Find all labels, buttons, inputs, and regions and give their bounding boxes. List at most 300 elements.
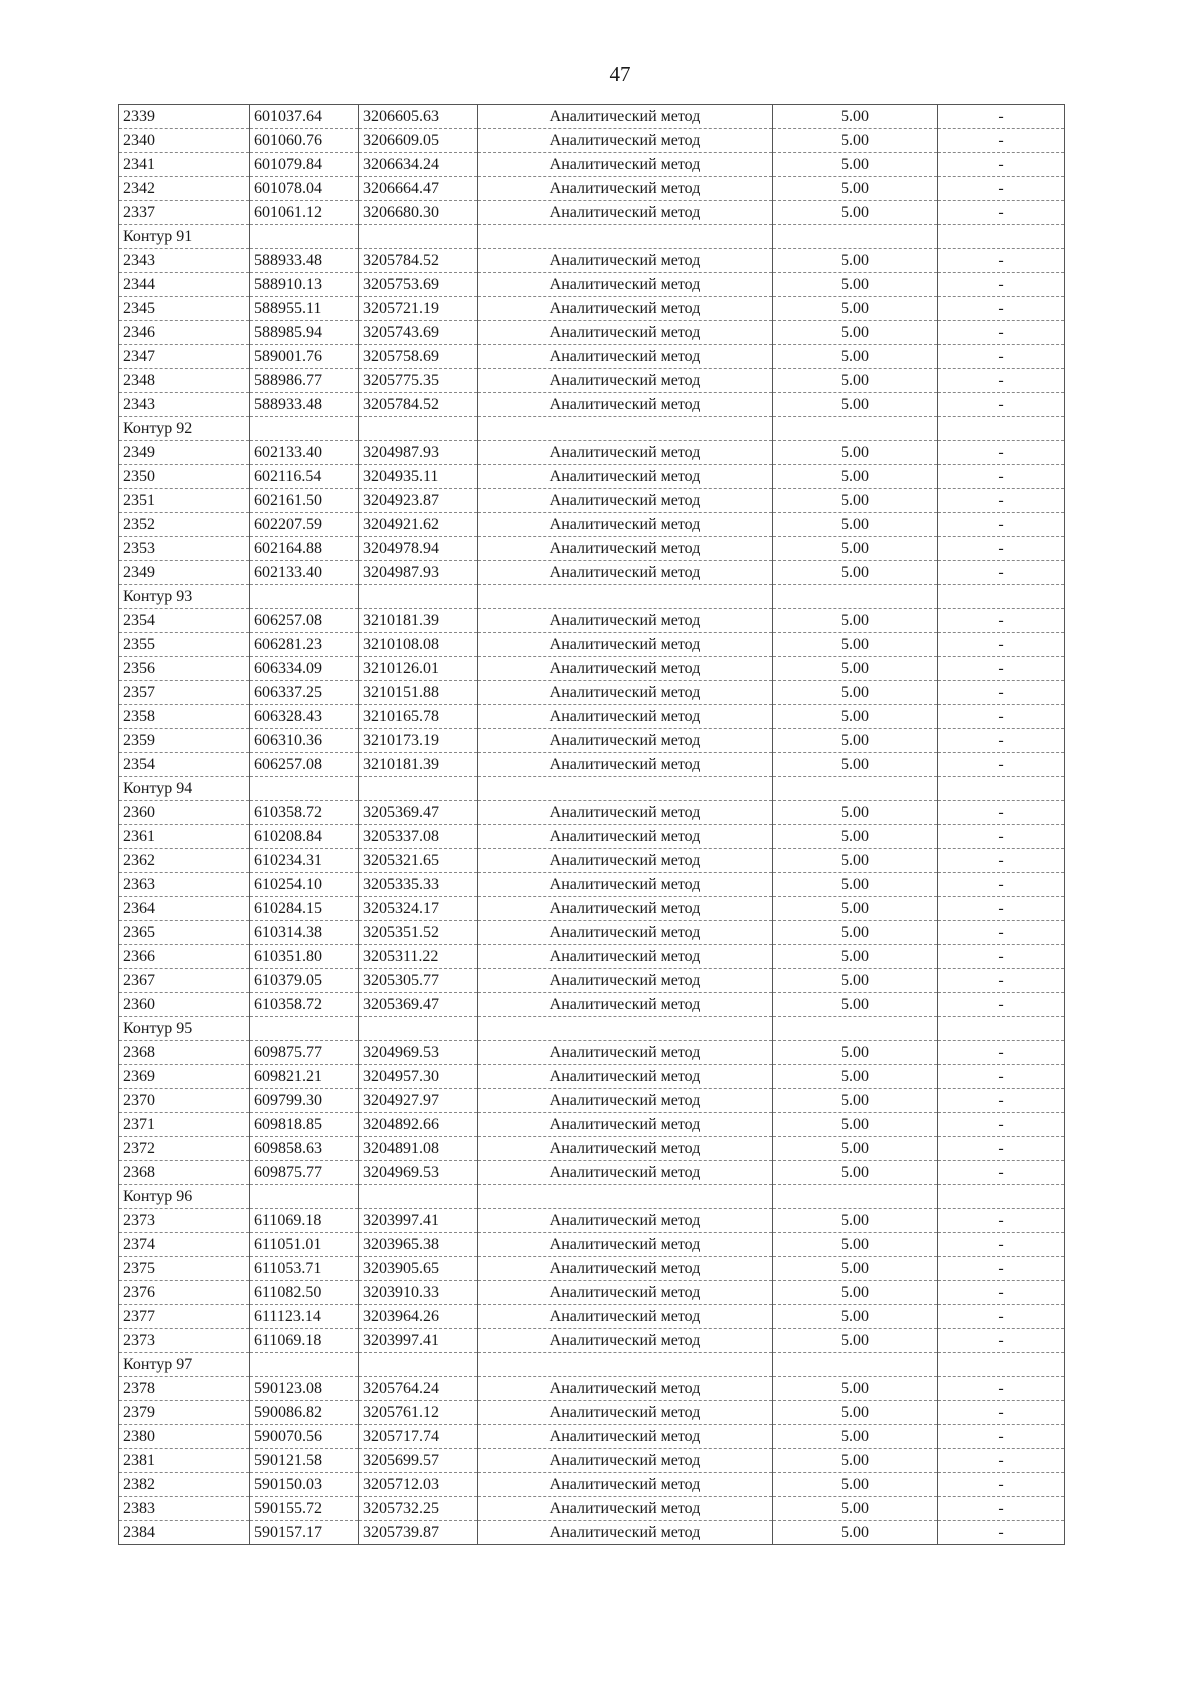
point-number: 2361 xyxy=(119,825,250,849)
accuracy-cell: 5.00 xyxy=(773,1161,938,1185)
point-number: 2372 xyxy=(119,1137,250,1161)
point-number: 2364 xyxy=(119,897,250,921)
coordinate-y: 3204927.97 xyxy=(359,1089,478,1113)
method-cell: Аналитический метод xyxy=(478,129,773,153)
accuracy-cell: 5.00 xyxy=(773,537,938,561)
table-row xyxy=(119,969,1065,993)
contour-header-row xyxy=(119,225,1065,249)
table-row xyxy=(119,729,1065,753)
coordinate-x: 602133.40 xyxy=(250,561,359,585)
note-cell: - xyxy=(938,489,1065,513)
table-row xyxy=(119,297,1065,321)
point-number: 2371 xyxy=(119,1113,250,1137)
empty-cell xyxy=(359,585,478,609)
coordinate-x: 610358.72 xyxy=(250,993,359,1017)
method-cell: Аналитический метод xyxy=(478,273,773,297)
empty-cell xyxy=(478,585,773,609)
coordinate-y: 3210108.08 xyxy=(359,633,478,657)
table-row xyxy=(119,105,1065,129)
method-cell: Аналитический метод xyxy=(478,825,773,849)
table-row xyxy=(119,1521,1065,1545)
table-row xyxy=(119,537,1065,561)
table-row xyxy=(119,273,1065,297)
coordinate-y: 3205351.52 xyxy=(359,921,478,945)
note-cell: - xyxy=(938,1065,1065,1089)
method-cell: Аналитический метод xyxy=(478,1257,773,1281)
coordinate-x: 590157.17 xyxy=(250,1521,359,1545)
coordinate-y: 3205743.69 xyxy=(359,321,478,345)
point-number: 2352 xyxy=(119,513,250,537)
table-row xyxy=(119,1425,1065,1449)
contour-header-row xyxy=(119,1353,1065,1377)
note-cell: - xyxy=(938,1473,1065,1497)
point-number: 2365 xyxy=(119,921,250,945)
coordinate-x: 601037.64 xyxy=(250,105,359,129)
method-cell: Аналитический метод xyxy=(478,345,773,369)
table-row xyxy=(119,825,1065,849)
coordinate-y: 3210151.88 xyxy=(359,681,478,705)
coordinate-x: 588933.48 xyxy=(250,249,359,273)
coordinate-y: 3205732.25 xyxy=(359,1497,478,1521)
method-cell: Аналитический метод xyxy=(478,1065,773,1089)
point-number: 2381 xyxy=(119,1449,250,1473)
table-row xyxy=(119,609,1065,633)
coordinate-y: 3205321.65 xyxy=(359,849,478,873)
point-number: 2368 xyxy=(119,1161,250,1185)
coordinate-y: 3203964.26 xyxy=(359,1305,478,1329)
empty-cell xyxy=(773,1353,938,1377)
method-cell: Аналитический метод xyxy=(478,1089,773,1113)
point-number: 2351 xyxy=(119,489,250,513)
table-row xyxy=(119,321,1065,345)
coordinate-x: 606334.09 xyxy=(250,657,359,681)
table-row xyxy=(119,1257,1065,1281)
point-number: 2376 xyxy=(119,1281,250,1305)
coordinate-x: 611053.71 xyxy=(250,1257,359,1281)
coordinate-y: 3203905.65 xyxy=(359,1257,478,1281)
coordinate-y: 3204935.11 xyxy=(359,465,478,489)
coordinate-x: 611082.50 xyxy=(250,1281,359,1305)
coordinate-y: 3206605.63 xyxy=(359,105,478,129)
coordinate-y: 3205764.24 xyxy=(359,1377,478,1401)
method-cell: Аналитический метод xyxy=(478,1161,773,1185)
note-cell: - xyxy=(938,129,1065,153)
note-cell: - xyxy=(938,321,1065,345)
note-cell: - xyxy=(938,1521,1065,1545)
accuracy-cell: 5.00 xyxy=(773,1089,938,1113)
point-number: 2346 xyxy=(119,321,250,345)
point-number: 2384 xyxy=(119,1521,250,1545)
coordinate-x: 610254.10 xyxy=(250,873,359,897)
accuracy-cell: 5.00 xyxy=(773,441,938,465)
coordinate-y: 3205699.57 xyxy=(359,1449,478,1473)
method-cell: Аналитический метод xyxy=(478,297,773,321)
empty-cell xyxy=(359,1017,478,1041)
method-cell: Аналитический метод xyxy=(478,1041,773,1065)
table-row xyxy=(119,129,1065,153)
point-number: 2374 xyxy=(119,1233,250,1257)
empty-cell xyxy=(478,1017,773,1041)
coordinate-y: 3205311.22 xyxy=(359,945,478,969)
point-number: 2367 xyxy=(119,969,250,993)
table-row xyxy=(119,177,1065,201)
coordinate-x: 590086.82 xyxy=(250,1401,359,1425)
coordinate-y: 3206609.05 xyxy=(359,129,478,153)
table-row xyxy=(119,801,1065,825)
empty-cell xyxy=(359,417,478,441)
note-cell: - xyxy=(938,177,1065,201)
table-row xyxy=(119,633,1065,657)
note-cell: - xyxy=(938,273,1065,297)
accuracy-cell: 5.00 xyxy=(773,129,938,153)
table-row xyxy=(119,753,1065,777)
coordinate-x: 606281.23 xyxy=(250,633,359,657)
accuracy-cell: 5.00 xyxy=(773,897,938,921)
table-row xyxy=(119,873,1065,897)
point-number: 2343 xyxy=(119,393,250,417)
coordinate-x: 610208.84 xyxy=(250,825,359,849)
empty-cell xyxy=(250,1353,359,1377)
table-row xyxy=(119,993,1065,1017)
contour-header-row xyxy=(119,585,1065,609)
empty-cell xyxy=(773,225,938,249)
point-number: 2342 xyxy=(119,177,250,201)
method-cell: Аналитический метод xyxy=(478,393,773,417)
note-cell: - xyxy=(938,873,1065,897)
coordinate-y: 3204987.93 xyxy=(359,561,478,585)
contour-label: Контур 97 xyxy=(119,1353,250,1377)
note-cell: - xyxy=(938,1113,1065,1137)
accuracy-cell: 5.00 xyxy=(773,1113,938,1137)
method-cell: Аналитический метод xyxy=(478,513,773,537)
coordinate-y: 3210126.01 xyxy=(359,657,478,681)
point-number: 2366 xyxy=(119,945,250,969)
accuracy-cell: 5.00 xyxy=(773,705,938,729)
empty-cell xyxy=(773,585,938,609)
note-cell: - xyxy=(938,921,1065,945)
point-number: 2343 xyxy=(119,249,250,273)
accuracy-cell: 5.00 xyxy=(773,1329,938,1353)
note-cell: - xyxy=(938,945,1065,969)
method-cell: Аналитический метод xyxy=(478,1497,773,1521)
note-cell: - xyxy=(938,465,1065,489)
accuracy-cell: 5.00 xyxy=(773,105,938,129)
coordinate-x: 609821.21 xyxy=(250,1065,359,1089)
point-number: 2377 xyxy=(119,1305,250,1329)
coordinate-y: 3205369.47 xyxy=(359,801,478,825)
table-row xyxy=(119,465,1065,489)
coordinate-x: 602133.40 xyxy=(250,441,359,465)
table-row xyxy=(119,1329,1065,1353)
accuracy-cell: 5.00 xyxy=(773,273,938,297)
coordinate-x: 611051.01 xyxy=(250,1233,359,1257)
accuracy-cell: 5.00 xyxy=(773,633,938,657)
note-cell: - xyxy=(938,345,1065,369)
coordinate-x: 606328.43 xyxy=(250,705,359,729)
coordinate-y: 3204921.62 xyxy=(359,513,478,537)
note-cell: - xyxy=(938,513,1065,537)
empty-cell xyxy=(938,585,1065,609)
note-cell: - xyxy=(938,1233,1065,1257)
method-cell: Аналитический метод xyxy=(478,369,773,393)
method-cell: Аналитический метод xyxy=(478,489,773,513)
note-cell: - xyxy=(938,105,1065,129)
point-number: 2358 xyxy=(119,705,250,729)
table-row xyxy=(119,249,1065,273)
empty-cell xyxy=(938,1353,1065,1377)
coordinate-y: 3204969.53 xyxy=(359,1041,478,1065)
coordinate-y: 3204987.93 xyxy=(359,441,478,465)
contour-header-row xyxy=(119,777,1065,801)
method-cell: Аналитический метод xyxy=(478,849,773,873)
coordinate-y: 3205712.03 xyxy=(359,1473,478,1497)
point-number: 2373 xyxy=(119,1209,250,1233)
coordinate-x: 606257.08 xyxy=(250,753,359,777)
coordinate-x: 601079.84 xyxy=(250,153,359,177)
note-cell: - xyxy=(938,1041,1065,1065)
empty-cell xyxy=(359,225,478,249)
coordinate-x: 606337.25 xyxy=(250,681,359,705)
accuracy-cell: 5.00 xyxy=(773,393,938,417)
table-row xyxy=(119,897,1065,921)
accuracy-cell: 5.00 xyxy=(773,177,938,201)
coordinate-x: 601078.04 xyxy=(250,177,359,201)
point-number: 2375 xyxy=(119,1257,250,1281)
point-number: 2360 xyxy=(119,993,250,1017)
point-number: 2357 xyxy=(119,681,250,705)
table-row xyxy=(119,1401,1065,1425)
coordinate-y: 3203910.33 xyxy=(359,1281,478,1305)
method-cell: Аналитический метод xyxy=(478,1233,773,1257)
table-row xyxy=(119,489,1065,513)
coordinate-x: 590150.03 xyxy=(250,1473,359,1497)
coordinate-x: 609875.77 xyxy=(250,1161,359,1185)
note-cell: - xyxy=(938,369,1065,393)
note-cell: - xyxy=(938,1137,1065,1161)
note-cell: - xyxy=(938,633,1065,657)
coordinate-y: 3205784.52 xyxy=(359,393,478,417)
method-cell: Аналитический метод xyxy=(478,1281,773,1305)
method-cell: Аналитический метод xyxy=(478,153,773,177)
note-cell: - xyxy=(938,1089,1065,1113)
note-cell: - xyxy=(938,609,1065,633)
point-number: 2370 xyxy=(119,1089,250,1113)
accuracy-cell: 5.00 xyxy=(773,1425,938,1449)
accuracy-cell: 5.00 xyxy=(773,561,938,585)
table-row xyxy=(119,705,1065,729)
coordinate-y: 3205775.35 xyxy=(359,369,478,393)
accuracy-cell: 5.00 xyxy=(773,345,938,369)
coordinate-y: 3205337.08 xyxy=(359,825,478,849)
coordinate-x: 588933.48 xyxy=(250,393,359,417)
table-row xyxy=(119,1305,1065,1329)
note-cell: - xyxy=(938,1305,1065,1329)
note-cell: - xyxy=(938,657,1065,681)
empty-cell xyxy=(250,417,359,441)
point-number: 2363 xyxy=(119,873,250,897)
coordinate-x: 610284.15 xyxy=(250,897,359,921)
coordinate-y: 3210181.39 xyxy=(359,609,478,633)
empty-cell xyxy=(250,225,359,249)
empty-cell xyxy=(773,417,938,441)
contour-label: Контур 94 xyxy=(119,777,250,801)
coordinate-y: 3203965.38 xyxy=(359,1233,478,1257)
table-row xyxy=(119,513,1065,537)
note-cell: - xyxy=(938,1401,1065,1425)
coordinate-x: 610314.38 xyxy=(250,921,359,945)
accuracy-cell: 5.00 xyxy=(773,945,938,969)
method-cell: Аналитический метод xyxy=(478,561,773,585)
coordinate-y: 3205305.77 xyxy=(359,969,478,993)
method-cell: Аналитический метод xyxy=(478,441,773,465)
coordinate-y: 3206634.24 xyxy=(359,153,478,177)
accuracy-cell: 5.00 xyxy=(773,993,938,1017)
coordinate-y: 3206680.30 xyxy=(359,201,478,225)
note-cell: - xyxy=(938,849,1065,873)
empty-cell xyxy=(478,1185,773,1209)
coordinate-y: 3210165.78 xyxy=(359,705,478,729)
method-cell: Аналитический метод xyxy=(478,1113,773,1137)
note-cell: - xyxy=(938,1281,1065,1305)
method-cell: Аналитический метод xyxy=(478,105,773,129)
point-number: 2379 xyxy=(119,1401,250,1425)
accuracy-cell: 5.00 xyxy=(773,609,938,633)
point-number: 2383 xyxy=(119,1497,250,1521)
accuracy-cell: 5.00 xyxy=(773,1065,938,1089)
accuracy-cell: 5.00 xyxy=(773,1497,938,1521)
method-cell: Аналитический метод xyxy=(478,1209,773,1233)
accuracy-cell: 5.00 xyxy=(773,921,938,945)
empty-cell xyxy=(359,1185,478,1209)
accuracy-cell: 5.00 xyxy=(773,657,938,681)
table-row xyxy=(119,1233,1065,1257)
accuracy-cell: 5.00 xyxy=(773,1209,938,1233)
coordinate-y: 3205753.69 xyxy=(359,273,478,297)
coordinate-y: 3210173.19 xyxy=(359,729,478,753)
method-cell: Аналитический метод xyxy=(478,681,773,705)
empty-cell xyxy=(938,1017,1065,1041)
point-number: 2337 xyxy=(119,201,250,225)
point-number: 2368 xyxy=(119,1041,250,1065)
note-cell: - xyxy=(938,441,1065,465)
method-cell: Аналитический метод xyxy=(478,1449,773,1473)
point-number: 2340 xyxy=(119,129,250,153)
note-cell: - xyxy=(938,561,1065,585)
method-cell: Аналитический метод xyxy=(478,801,773,825)
coordinate-y: 3205758.69 xyxy=(359,345,478,369)
method-cell: Аналитический метод xyxy=(478,1329,773,1353)
point-number: 2373 xyxy=(119,1329,250,1353)
accuracy-cell: 5.00 xyxy=(773,1449,938,1473)
point-number: 2382 xyxy=(119,1473,250,1497)
contour-header-row xyxy=(119,1017,1065,1041)
table-row xyxy=(119,393,1065,417)
accuracy-cell: 5.00 xyxy=(773,201,938,225)
coordinate-x: 602161.50 xyxy=(250,489,359,513)
method-cell: Аналитический метод xyxy=(478,1377,773,1401)
accuracy-cell: 5.00 xyxy=(773,1401,938,1425)
coordinate-y: 3204969.53 xyxy=(359,1161,478,1185)
empty-cell xyxy=(773,1017,938,1041)
note-cell: - xyxy=(938,801,1065,825)
accuracy-cell: 5.00 xyxy=(773,1521,938,1545)
method-cell: Аналитический метод xyxy=(478,897,773,921)
accuracy-cell: 5.00 xyxy=(773,1473,938,1497)
accuracy-cell: 5.00 xyxy=(773,1281,938,1305)
note-cell: - xyxy=(938,1425,1065,1449)
point-number: 2341 xyxy=(119,153,250,177)
accuracy-cell: 5.00 xyxy=(773,249,938,273)
coordinate-x: 590123.08 xyxy=(250,1377,359,1401)
point-number: 2348 xyxy=(119,369,250,393)
contour-label: Контур 92 xyxy=(119,417,250,441)
contour-label: Контур 95 xyxy=(119,1017,250,1041)
method-cell: Аналитический метод xyxy=(478,1401,773,1425)
table-row xyxy=(119,1473,1065,1497)
note-cell: - xyxy=(938,1257,1065,1281)
point-number: 2350 xyxy=(119,465,250,489)
coordinate-x: 609858.63 xyxy=(250,1137,359,1161)
table-row xyxy=(119,1137,1065,1161)
coordinate-x: 609799.30 xyxy=(250,1089,359,1113)
coordinate-y: 3205369.47 xyxy=(359,993,478,1017)
coordinate-y: 3206664.47 xyxy=(359,177,478,201)
note-cell: - xyxy=(938,1497,1065,1521)
coordinate-x: 611069.18 xyxy=(250,1209,359,1233)
point-number: 2349 xyxy=(119,561,250,585)
note-cell: - xyxy=(938,1329,1065,1353)
coordinate-x: 602164.88 xyxy=(250,537,359,561)
empty-cell xyxy=(478,1353,773,1377)
accuracy-cell: 5.00 xyxy=(773,825,938,849)
table-row xyxy=(119,1209,1065,1233)
coordinate-x: 588910.13 xyxy=(250,273,359,297)
empty-cell xyxy=(250,1017,359,1041)
point-number: 2369 xyxy=(119,1065,250,1089)
method-cell: Аналитический метод xyxy=(478,657,773,681)
note-cell: - xyxy=(938,1377,1065,1401)
point-number: 2356 xyxy=(119,657,250,681)
note-cell: - xyxy=(938,825,1065,849)
method-cell: Аналитический метод xyxy=(478,177,773,201)
note-cell: - xyxy=(938,1209,1065,1233)
point-number: 2360 xyxy=(119,801,250,825)
coordinate-x: 611123.14 xyxy=(250,1305,359,1329)
coordinate-x: 602116.54 xyxy=(250,465,359,489)
note-cell: - xyxy=(938,153,1065,177)
empty-cell xyxy=(773,1185,938,1209)
coordinate-x: 609818.85 xyxy=(250,1113,359,1137)
accuracy-cell: 5.00 xyxy=(773,153,938,177)
coordinate-x: 590070.56 xyxy=(250,1425,359,1449)
table-row xyxy=(119,657,1065,681)
accuracy-cell: 5.00 xyxy=(773,873,938,897)
coordinate-y: 3205761.12 xyxy=(359,1401,478,1425)
point-number: 2359 xyxy=(119,729,250,753)
method-cell: Аналитический метод xyxy=(478,945,773,969)
method-cell: Аналитический метод xyxy=(478,201,773,225)
note-cell: - xyxy=(938,705,1065,729)
point-number: 2347 xyxy=(119,345,250,369)
coordinate-y: 3204892.66 xyxy=(359,1113,478,1137)
coordinate-y: 3205335.33 xyxy=(359,873,478,897)
table-row xyxy=(119,1161,1065,1185)
point-number: 2345 xyxy=(119,297,250,321)
accuracy-cell: 5.00 xyxy=(773,801,938,825)
table-row xyxy=(119,1041,1065,1065)
note-cell: - xyxy=(938,1161,1065,1185)
note-cell: - xyxy=(938,201,1065,225)
